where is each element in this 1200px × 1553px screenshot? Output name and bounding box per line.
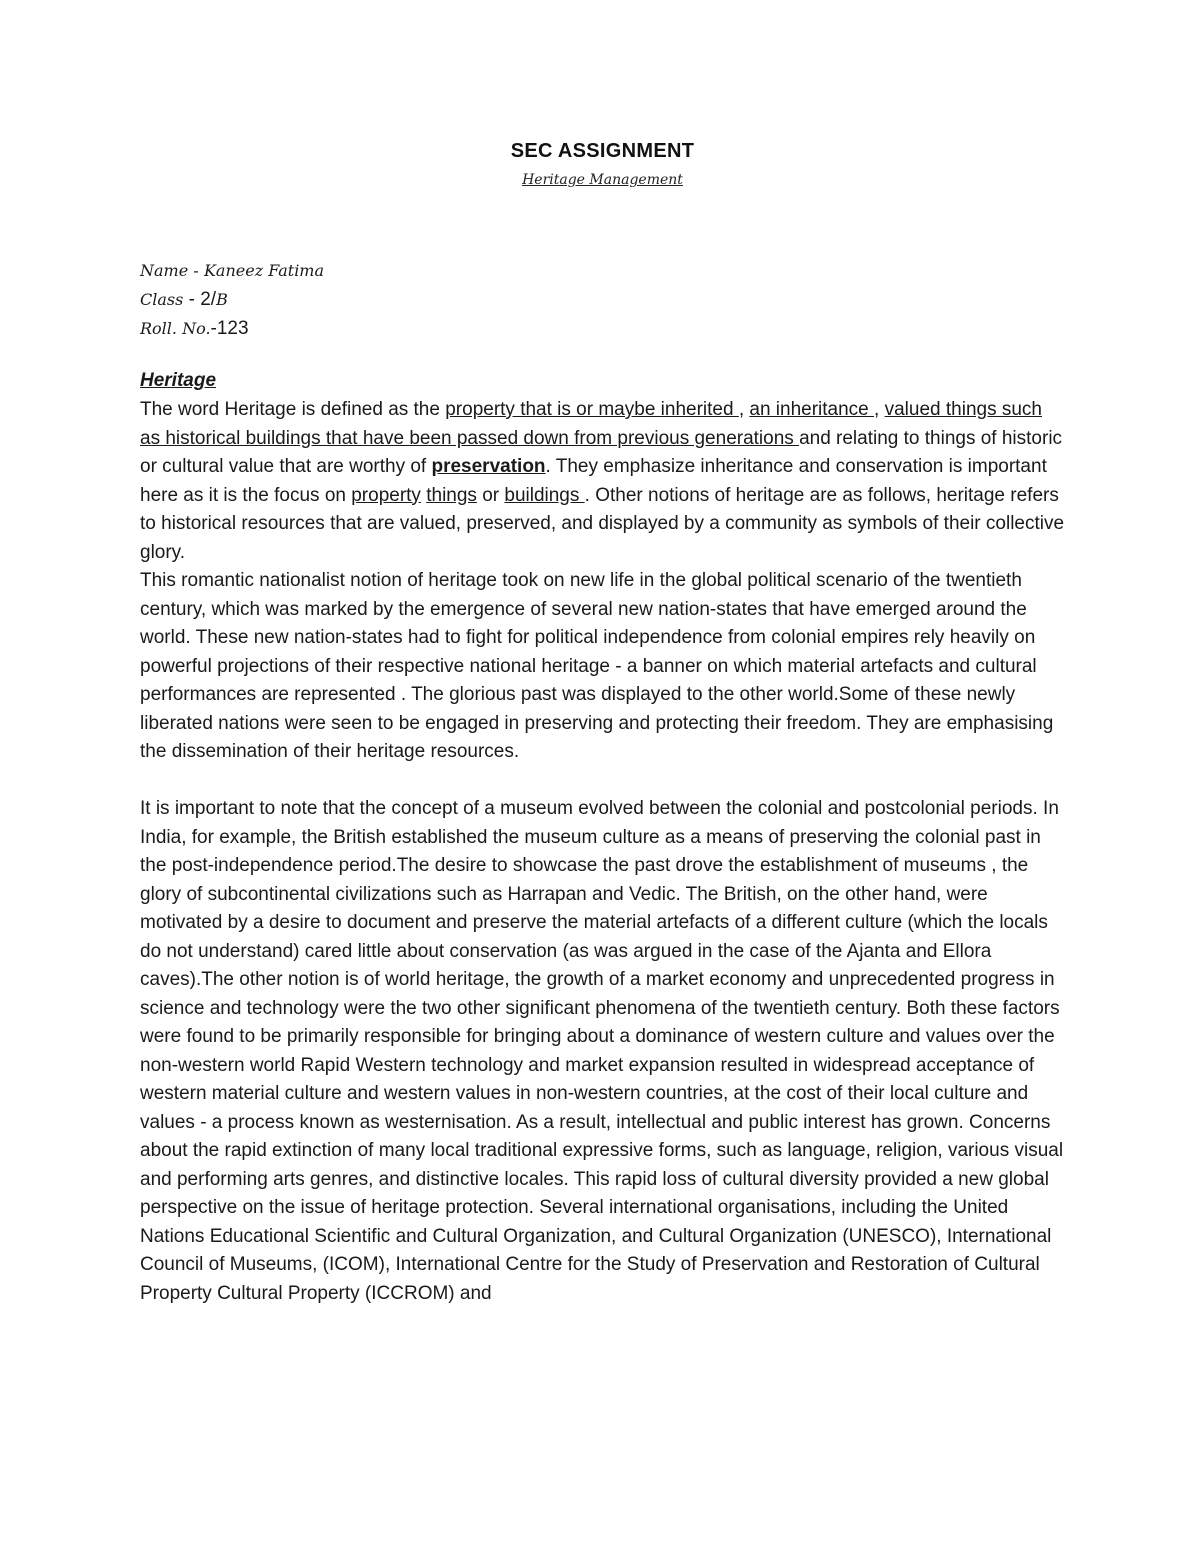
name-label: Name - xyxy=(140,261,199,280)
class-value: B xyxy=(216,290,228,309)
para1-underlined: an inheritance xyxy=(749,399,875,420)
paragraph-2: This romantic nationalist notion of heritage took on new life in the global political scenario of the twentieth century, which was marked by the emergence of several new nation-states that have emerged around the world. These new nation-states had to fight for political independence from colonial empires rely heavily on powerful projections of their respective national heritage - a banner on which material artefacts and cultural performances are represented . The glorious past was displayed to the other world.Some of these newly liberated nations were seen to be engaged in preserving and protecting their freedom. They are emphasising the dissemination of their heritage resources. xyxy=(140,570,1054,762)
para1-text: , xyxy=(874,399,885,420)
section-heading: Heritage xyxy=(140,370,217,391)
para1-underlined: things xyxy=(426,484,477,506)
document-body xyxy=(140,396,1065,1308)
para1-text: The word Heritage is defined as the xyxy=(140,399,446,420)
para1-text: , xyxy=(738,399,750,420)
paragraph-3: It is important to note that the concept of a museum evolved between the colonial and postcolonial periods. In India, for example, the British established the museum culture as a means of preserving the colonial past in the post-independence period.The desire to showcase the past drove the establishment of museums , the glory of subcontinental civilizations such as Harrapan and Vedic. The British, on the other hand, were motivated by a desire to document and preserve the material artefacts of a different culture (which the locals do not understand) cared little about conservation (as was argued in the case of the Ajanta and Ellora caves).The other notion is of world heritage, the growth of a market economy and unprecedented progress in science and technology were the two other significant phenomena of the twentieth century. Both these factors were found to be primarily responsible for bringing about a dominance of western culture and values over the non-western world Rapid Western technology and market expansion resulted in widespread acceptance of western material culture and western values in non-western countries, at the cost of their local culture and values - a process known as westernisation. As a result, intellectual and public interest has grown. Concerns about the rapid extinction of many local traditional expressive forms, such as language, religion, various visual and performing arts genres, and distinctive locales. This rapid loss of cultural diversity provided a new global perspective on the issue of heritage protection. Several international organisations, including the United Nations Educational Scientific and Cultural Organization, and Cultural Organization (UNESCO), International Council of Museums, (ICOM), International Centre for the Study of Preservation and Restoration of Cultural Property Cultural Property (ICCROM) and xyxy=(140,798,1064,1304)
student-info xyxy=(140,256,324,343)
para1-underlined: valued things such as historical buildings that have been passed down from previous generations xyxy=(140,399,1042,449)
student-name-line xyxy=(140,256,324,285)
student-roll-line xyxy=(140,314,324,343)
class-label: Class xyxy=(140,290,184,309)
roll-value: -123 xyxy=(210,318,249,339)
para1-bold-underlined: preservation xyxy=(431,456,546,477)
document-subtitle: Heritage Management xyxy=(522,172,683,188)
class-separator: - 2/ xyxy=(183,289,217,310)
para1-text: . They emphasize inheritance and conservation is important here as it is the focus on xyxy=(140,456,1047,506)
para1-text: and relating to things of historic or cultural value that are worthy of xyxy=(140,427,1063,477)
para1-underlined: property xyxy=(351,484,421,506)
name-value: Kaneez Fatima xyxy=(203,261,325,280)
roll-label: Roll. No. xyxy=(140,319,211,338)
document-title: SEC ASSIGNMENT xyxy=(510,140,695,162)
student-class-line xyxy=(140,285,324,314)
para1-underlined: buildings xyxy=(504,484,585,506)
paragraph-1 xyxy=(140,396,1065,567)
para1-underlined: property that is or maybe inherited xyxy=(445,399,739,420)
paragraph-gap xyxy=(140,767,1065,796)
para1-text: . Other notions of heritage are as follows, heritage refers to historical resources that are valued, preserved, and displayed by a community as symbols of their collective glory. xyxy=(140,484,1065,563)
para1-text: or xyxy=(476,484,505,506)
